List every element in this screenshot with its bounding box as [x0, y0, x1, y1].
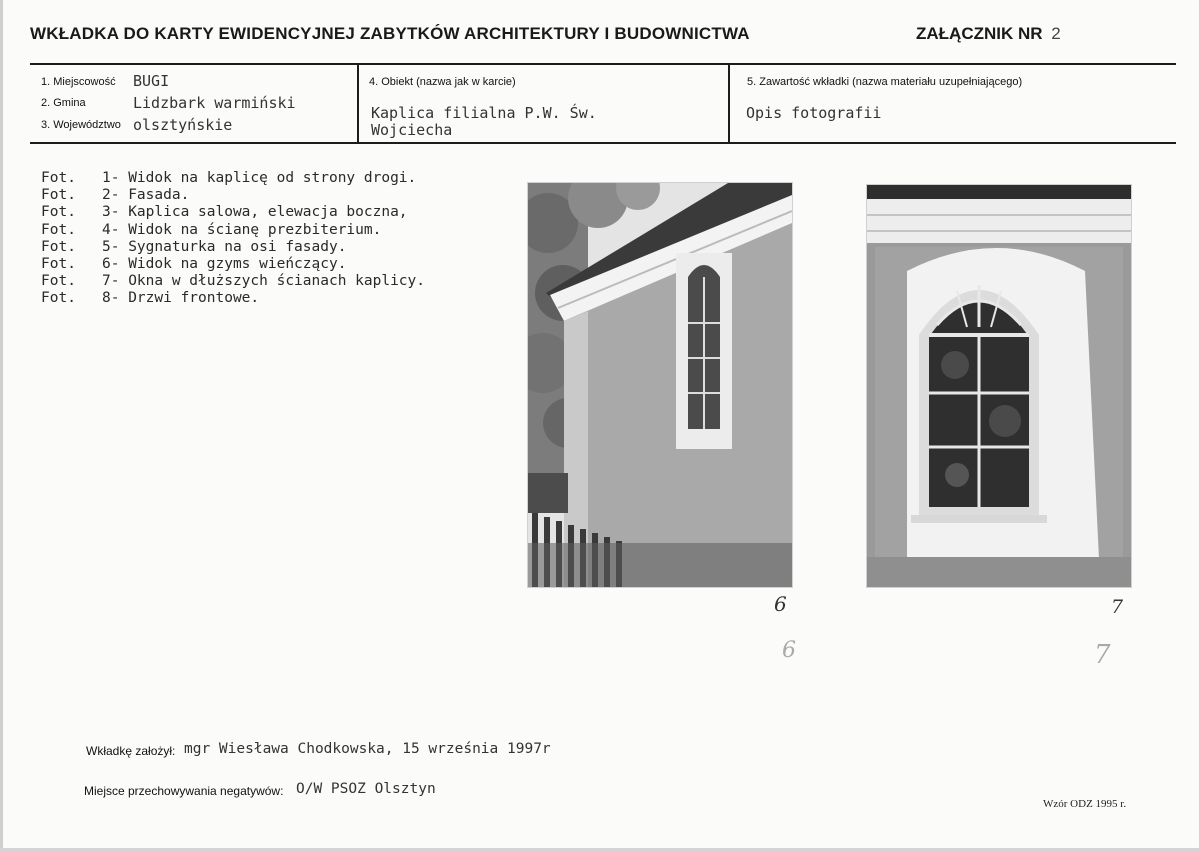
- photo-6-image: [528, 183, 792, 587]
- wojewodztwo-label: 3. Województwo: [41, 119, 121, 131]
- photo-6-cornice: [527, 182, 793, 588]
- obiekt-label: 4. Obiekt (nazwa jak w karcie): [369, 76, 516, 88]
- photo-caption: 3- Kaplica salowa, elewacja boczna,: [102, 204, 408, 221]
- photo-list-item: [41, 222, 425, 239]
- photo-description-list: [41, 170, 425, 308]
- photo-caption: 6- Widok na gzyms wieńczący.: [102, 256, 347, 273]
- form-version: Wzór ODZ 1995 r.: [1043, 798, 1127, 810]
- miejscowosc-value: BUGI: [133, 72, 170, 90]
- photo-prefix: Fot.: [41, 204, 76, 221]
- document-title: WKŁADKA DO KARTY EWIDENCYJNEJ ZABYTKÓW ARCHITEKTURY I BUDOWNICTWA: [30, 24, 750, 43]
- photo-list-item: [41, 170, 425, 187]
- storage-value: O/W PSOZ Olsztyn: [296, 781, 436, 797]
- gmina-value: Lidzbark warmiński: [133, 94, 296, 112]
- photo-prefix: Fot.: [41, 238, 76, 255]
- photo-list-item: [41, 204, 425, 221]
- wojewodztwo-value: olsztyńskie: [133, 116, 233, 134]
- photo-7-image: [867, 185, 1131, 587]
- obiekt-value-line2: Wojciecha: [371, 121, 453, 139]
- form-divider-1: [357, 64, 359, 143]
- photo-prefix: Fot.: [41, 256, 76, 273]
- photo-7-number-pencil: 7: [1094, 640, 1111, 670]
- photo-caption: 8- Drzwi frontowe.: [102, 290, 260, 307]
- form-bottom-rule: [30, 142, 1176, 144]
- form-divider-2: [728, 64, 730, 143]
- photo-caption: 1- Widok na kaplicę od strony drogi.: [102, 170, 417, 186]
- gmina-label: 2. Gmina: [41, 97, 86, 109]
- annex-label: ZAŁĄCZNIK NR: [916, 24, 1043, 43]
- author-label: Wkładkę założył:: [86, 744, 176, 758]
- photo-list-item: [41, 187, 425, 204]
- zawartosc-value: Opis fotografii: [746, 104, 882, 122]
- photo-list-item: [41, 273, 425, 290]
- photo-caption: 2- Fasada.: [102, 187, 190, 204]
- photo-list-item: [41, 290, 425, 307]
- zawartosc-label: 5. Zawartość wkładki (nazwa materiału uzupełniającego): [747, 76, 1023, 88]
- obiekt-value-line1: Kaplica filialna P.W. Św.: [371, 104, 597, 122]
- photo-prefix: Fot.: [41, 187, 76, 204]
- storage-label: Miejsce przechowywania negatywów:: [84, 784, 284, 798]
- photo-caption: 5- Sygnaturka na osi fasady.: [102, 238, 347, 255]
- scan-edge-left: [0, 0, 3, 851]
- photo-list-item: [41, 239, 425, 256]
- author-value: mgr Wiesława Chodkowska, 15 września 1997r: [184, 741, 551, 757]
- photo-caption: 7- Okna w dłuższych ścianach kaplicy.: [102, 273, 426, 290]
- photo-7-window: [866, 184, 1132, 588]
- photo-6-number-pencil: 6: [782, 638, 796, 663]
- photo-6-number-ink: 6: [774, 592, 787, 616]
- miejscowosc-label: 1. Miejscowość: [41, 76, 116, 88]
- photo-caption: 4- Widok na ścianę prezbiterium.: [102, 221, 382, 238]
- annex-value: 2: [1051, 24, 1061, 43]
- photo-prefix: Fot.: [41, 170, 76, 186]
- photo-7-number-ink: 7: [1111, 596, 1124, 618]
- photo-list-item: [41, 256, 425, 273]
- form-top-rule: [30, 63, 1176, 65]
- photo-prefix: Fot.: [41, 221, 76, 238]
- annex-number: [916, 24, 1061, 44]
- photo-prefix: Fot.: [41, 273, 76, 290]
- photo-prefix: Fot.: [41, 290, 76, 307]
